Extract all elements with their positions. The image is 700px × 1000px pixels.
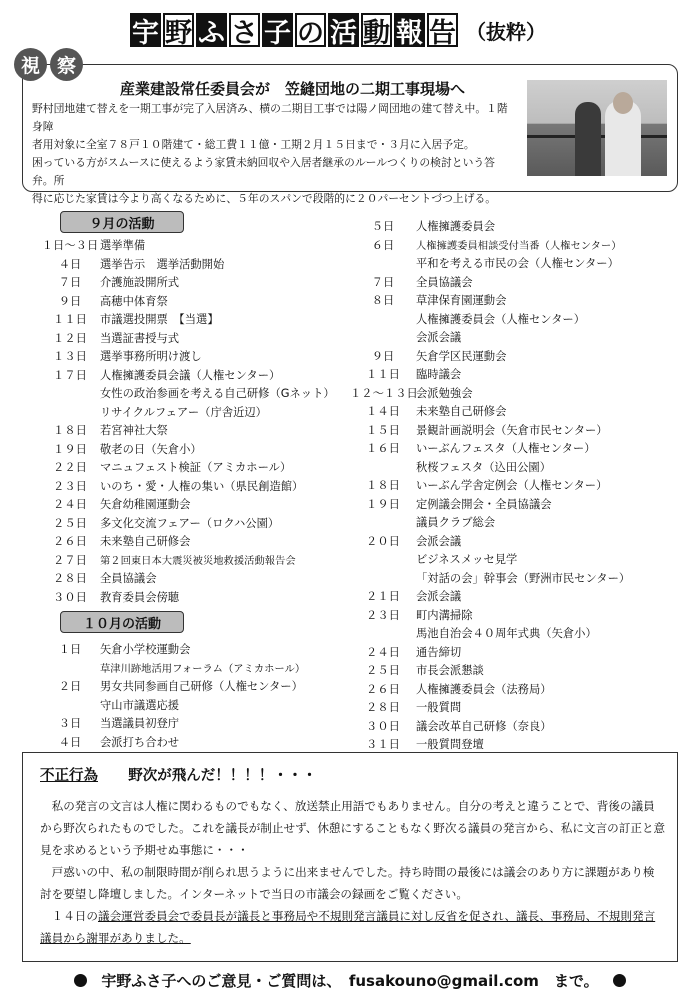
- activity-date: １８日: [366, 479, 400, 493]
- activity-date: １日: [58, 643, 82, 657]
- activity-row: [40, 310, 335, 329]
- activity-event: 景観計画説明会（矢倉市民センター）: [416, 423, 608, 437]
- activity-event: 高穂中体育祭: [100, 294, 168, 308]
- activity-event: 男女共同参画自己研修（人権センター）: [100, 680, 303, 694]
- inspection-badges: [14, 48, 83, 81]
- activity-row: [40, 532, 335, 551]
- bullet-icon: [613, 974, 626, 987]
- october-activity-list-continued: [350, 217, 630, 754]
- activity-date: ６日: [371, 238, 395, 252]
- activity-row: [350, 624, 630, 643]
- page-title: [130, 10, 546, 50]
- activity-date: ９日: [371, 349, 395, 363]
- activity-event: 通告締切: [416, 645, 462, 659]
- activity-row: [40, 588, 335, 607]
- site-visit-photo: [527, 80, 667, 176]
- activity-row: [350, 513, 630, 532]
- activity-row: [40, 440, 335, 459]
- activity-event: 定例議会開会・全員協議会: [416, 497, 552, 511]
- notice-title-b: 野次が飛んだ！！！！・・・: [128, 768, 317, 784]
- activity-row: [40, 714, 305, 733]
- activity-date: ３１日: [366, 738, 400, 752]
- activity-event: 臨時議会: [416, 368, 462, 382]
- activity-date: ２４日: [53, 498, 87, 512]
- activity-row: [350, 217, 630, 236]
- activity-row: [350, 735, 630, 754]
- activity-date: ４日: [58, 735, 82, 749]
- activity-row: [40, 733, 305, 752]
- activity-date: １４日: [366, 405, 400, 419]
- activity-event: 未来塾自己研修会: [416, 405, 507, 419]
- activity-date: ８日: [371, 294, 395, 308]
- activity-row: [350, 421, 630, 440]
- activity-row: [40, 292, 335, 311]
- activity-event: いーぶん学舎定例会（人権センター）: [416, 479, 608, 493]
- activity-date: ４日: [58, 257, 82, 271]
- activity-row: [350, 680, 630, 699]
- activity-event: 当選証書授与式: [100, 331, 180, 345]
- title-char: 動: [361, 13, 392, 47]
- activity-event: マニュフェスト検証（アミカホール）: [100, 461, 292, 475]
- activity-event: 人権擁護委員相談受付当番（人権センター）: [416, 240, 622, 253]
- activity-row: [40, 677, 305, 696]
- inspection-badge-1: 視: [14, 48, 47, 81]
- activity-row: [40, 273, 335, 292]
- activity-row: [350, 643, 630, 662]
- activity-event: 第２回東日本大震災被災地救援活動報告会: [100, 555, 296, 568]
- activity-date: ２２日: [53, 461, 87, 475]
- activity-date: ２３日: [53, 479, 87, 493]
- inspection-line: 野村団地建て替えを一期工事が完了入居済み、横の二期目工事では陽ノ岡団地の建て替え中。１階身障: [32, 102, 508, 133]
- activity-date: １９日: [366, 497, 400, 511]
- activity-event: 当選議員初登庁: [100, 717, 180, 731]
- inspection-line: 得に応じた家賃は今より高くなるために、５年のスパンで段階的に２０パーセントづつ上げる。: [32, 192, 497, 205]
- activity-event: 人権擁護委員会議（人権センター）: [100, 368, 281, 382]
- activity-date: ２８日: [366, 701, 400, 715]
- activity-row: [350, 254, 630, 273]
- activity-row: [350, 273, 630, 292]
- activity-date: １７日: [53, 368, 87, 382]
- activity-event: 選挙準備: [100, 239, 146, 253]
- activity-event: リサイクルフェアー（庁舎近辺）: [100, 405, 267, 419]
- activity-date: １６日: [366, 442, 400, 456]
- footer-contact: 宇野ふさ子へのご意見・ご質問は、 fusakouno@gmail.com まで。: [101, 972, 599, 990]
- activity-row: [40, 477, 335, 496]
- activity-date: １３日: [53, 350, 87, 364]
- notice-title: [40, 764, 317, 785]
- activity-event: 全員協議会: [416, 275, 473, 289]
- activity-date: ５日: [371, 220, 395, 234]
- activity-row: [40, 421, 335, 440]
- activity-event: 人権擁護委員会: [416, 220, 496, 234]
- activity-event: 守山市議選応援: [100, 698, 180, 712]
- activity-date: ２１日: [366, 590, 400, 604]
- activity-event: 敬老の日（矢倉小）: [100, 442, 202, 456]
- notice-paragraph-3-lead: １４日の: [40, 909, 98, 923]
- activity-row: [350, 550, 630, 569]
- activity-date: １１日: [53, 313, 87, 327]
- title-characters: [130, 13, 460, 47]
- activity-date: １日～３日: [41, 239, 99, 253]
- title-char: 野: [163, 13, 194, 47]
- inspection-heading: 産業建設常任委員会が 笠縫団地の二期工事現場へ: [120, 80, 466, 98]
- activity-event: 矢倉学区民運動会: [416, 349, 507, 363]
- activity-row: [40, 659, 305, 678]
- activity-event: いのち・愛・人権の集い（県民創造館）: [100, 479, 304, 493]
- activity-event: 会派打ち合わせ: [100, 735, 180, 749]
- activity-date: ３０日: [53, 590, 87, 604]
- activity-row: [350, 606, 630, 625]
- activity-date: ２６日: [53, 535, 87, 549]
- activity-event: 未来塾自己研修会: [100, 535, 191, 549]
- activity-date: １２～１３日: [350, 386, 418, 400]
- notice-paragraph-1: 私の発言の文言は人権に関わるものでもなく、放送禁止用語でもありません。自分の考えと違うことで、背後の議員から野次られたものでした。これを議長が制止せず、休憩にすることもなく野次る議員の発言から、私に文言の訂正と意見を求めるという予期せぬ事態に・・・: [40, 799, 666, 857]
- activity-row: [350, 291, 630, 310]
- activity-row: [350, 384, 630, 403]
- activity-date: ３０日: [366, 719, 400, 733]
- title-char: 報: [394, 13, 425, 47]
- title-subtitle: （抜粋）: [466, 19, 546, 44]
- activity-date: ２６日: [366, 682, 400, 696]
- activity-date: ２４日: [366, 645, 400, 659]
- activity-date: ２７日: [53, 553, 87, 567]
- activity-row: [40, 347, 335, 366]
- activity-row: [40, 403, 335, 422]
- activity-row: [40, 329, 335, 348]
- activity-row: [40, 495, 335, 514]
- activity-date: ３日: [58, 717, 82, 731]
- inspection-text: [32, 100, 516, 208]
- inspection-line: 困っている方がスムースに使えるよう家賃未納回収や入居者継承のルールつくりの検討という答弁。所: [32, 156, 495, 187]
- activity-event: 人権擁護委員会（人権センター）: [416, 312, 586, 326]
- activity-date: ２５日: [53, 516, 87, 530]
- title-char: 子: [262, 13, 293, 47]
- bullet-icon: [74, 974, 87, 987]
- notice-title-a: 不正行為: [40, 768, 98, 784]
- activity-event: 議員クラブ総会: [416, 516, 496, 530]
- activity-date: ２日: [58, 680, 82, 694]
- activity-event: 会派会議: [416, 590, 462, 604]
- activity-row: [40, 236, 335, 255]
- activity-event: 会派会議: [416, 534, 462, 548]
- activity-event: 平和を考える市民の会（人権センター）: [416, 257, 619, 271]
- notice-paragraph-2: 戸惑いの中、私の制限時間が削られ思うように出来ませんでした。持ち時間の最後には議会のあり方に課題があり検討を要望し降壇しました。インターネットで当日の市議会の録画をご覧ください。: [40, 865, 655, 901]
- activity-event: 教育委員会傍聴: [100, 590, 180, 604]
- title-char: ふ: [196, 13, 227, 47]
- activity-date: ７日: [371, 275, 395, 289]
- activity-event: 一般質問登壇: [416, 738, 484, 752]
- activity-date: １８日: [53, 424, 87, 438]
- title-char: 活: [328, 13, 359, 47]
- activity-row: [350, 532, 630, 551]
- september-label: ９月の活動: [60, 211, 184, 233]
- activity-row: [350, 310, 630, 329]
- inspection-badge-2: 察: [50, 48, 83, 81]
- october-label: １０月の活動: [60, 611, 184, 633]
- activity-row: [40, 384, 335, 403]
- activity-row: [350, 236, 630, 255]
- title-char: の: [295, 13, 326, 47]
- inspection-line: 者用対象に全室７８戸１０階建て・総工費１１億・工期２月１５日まで・３月に入居予定。: [32, 138, 475, 151]
- activity-event: 矢倉幼稚園運動会: [100, 498, 191, 512]
- activity-row: [40, 458, 335, 477]
- activity-event: 全員協議会: [100, 572, 157, 586]
- activity-event: 草津保育園運動会: [416, 294, 507, 308]
- activity-row: [350, 698, 630, 717]
- october-activity-list: [40, 640, 305, 751]
- activity-row: [350, 569, 630, 588]
- activity-event: 選挙告示 選挙活動開始: [100, 257, 225, 271]
- activity-row: [40, 514, 335, 533]
- title-char: 宇: [130, 13, 161, 47]
- activity-row: [350, 476, 630, 495]
- activity-row: [40, 551, 335, 570]
- activity-row: [350, 365, 630, 384]
- footer: [0, 970, 700, 991]
- title-char: さ: [229, 13, 260, 47]
- activity-event: 多文化交流フェアー（ロクハ公園）: [100, 516, 280, 530]
- activity-row: [350, 661, 630, 680]
- activity-event: 市議選投開票 【当選】: [100, 313, 219, 327]
- activity-event: 会派会議: [416, 331, 462, 345]
- activity-date: ９日: [58, 294, 82, 308]
- activity-row: [350, 587, 630, 606]
- activity-date: １２日: [53, 331, 87, 345]
- activity-date: ７日: [58, 276, 82, 290]
- september-activity-list: [40, 236, 335, 606]
- activity-row: [40, 255, 335, 274]
- activity-event: 草津川跡地活用フォーラム（アミカホール）: [100, 663, 306, 676]
- activity-row: [350, 347, 630, 366]
- activity-row: [350, 495, 630, 514]
- activity-row: [40, 696, 305, 715]
- activity-event: 会派勉強会: [416, 386, 473, 400]
- notice-paragraph-3-underlined: 議会運営委員会で委員長が議長と事務局や不規則発言議員に対し反省を促され、議長、事務局、不規則発言議員から謝罪がありました。: [40, 909, 656, 945]
- activity-date: １５日: [366, 423, 400, 437]
- activity-event: 人権擁護委員会（法務局）: [416, 682, 552, 696]
- activity-date: ２０日: [366, 534, 400, 548]
- activity-row: [40, 366, 335, 385]
- activity-row: [350, 328, 630, 347]
- activity-event: 介護施設開所式: [100, 276, 180, 290]
- activity-row: [350, 458, 630, 477]
- activity-event: 町内溝掃除: [416, 608, 473, 622]
- activity-date: １１日: [366, 368, 400, 382]
- activity-date: ２５日: [366, 664, 400, 678]
- activity-event: 「対話の会」幹事会（野洲市民センター）: [416, 571, 631, 585]
- activity-date: ２８日: [53, 572, 87, 586]
- activity-event: 市長会派懇談: [416, 664, 484, 678]
- activity-event: ビジネスメッセ見学: [416, 553, 518, 567]
- notice-body: [40, 795, 666, 949]
- activity-date: １９日: [53, 442, 87, 456]
- activity-row: [40, 640, 305, 659]
- activity-event: いーぶんフェスタ（人権センター）: [416, 442, 596, 456]
- activity-event: 秋桜フェスタ（込田公園）: [416, 460, 551, 474]
- activity-event: 選挙事務所明け渡し: [100, 350, 202, 364]
- notice-paragraph-3: [40, 905, 666, 949]
- activity-event: 一般質問: [416, 701, 462, 715]
- activity-event: 馬池自治会４０周年式典（矢倉小）: [416, 627, 597, 641]
- activity-event: 矢倉小学校運動会: [100, 643, 191, 657]
- activity-row: [350, 717, 630, 736]
- activity-row: [350, 402, 630, 421]
- activity-event: 若宮神社大祭: [100, 424, 168, 438]
- activity-row: [40, 569, 335, 588]
- activity-event: 女性の政治参画を考える自己研修（Gネット）: [100, 387, 335, 401]
- activity-date: ２３日: [366, 608, 400, 622]
- title-char: 告: [427, 13, 458, 47]
- activity-row: [350, 439, 630, 458]
- activity-event: 議会改革自己研修（奈良）: [416, 719, 552, 733]
